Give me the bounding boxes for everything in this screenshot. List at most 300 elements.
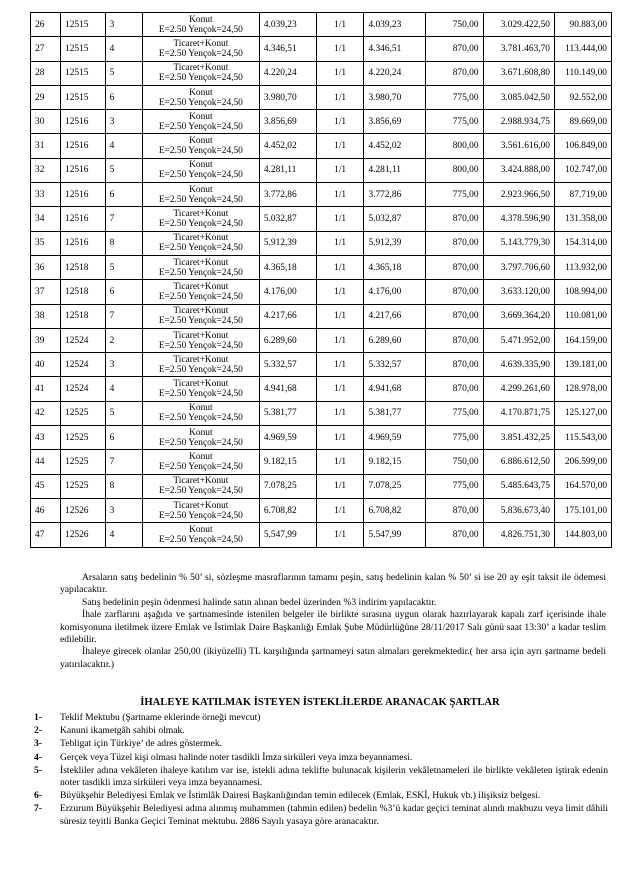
sale-area-cell: 5.912,39 [364, 231, 425, 255]
share-cell: 1/1 [316, 37, 364, 61]
unit-price-cell: 775,00 [425, 85, 483, 109]
share-cell: 1/1 [316, 207, 364, 231]
area-cell: 5.912,39 [259, 231, 316, 255]
parcel-number-cell: 7 [105, 450, 142, 474]
row-number-cell: 40 [31, 353, 61, 377]
requirement-number: 5- [34, 764, 42, 776]
share-cell: 1/1 [316, 474, 364, 498]
requirement-number: 1- [34, 712, 42, 723]
zoning-type: Ticaret+Konut [173, 63, 229, 74]
table-row [31, 37, 612, 61]
zoning-type: Ticaret+Konut [173, 209, 229, 220]
area-cell: 4.346,51 [259, 37, 316, 61]
share-cell: 1/1 [316, 231, 364, 255]
parcel-number-cell: 5 [105, 401, 142, 425]
estimated-value-cell: 3.085.042,50 [483, 85, 554, 109]
sale-area-cell: 5.332,57 [364, 353, 425, 377]
block-number-cell: 12525 [61, 450, 106, 474]
table-row [31, 231, 612, 255]
area-cell: 4.220,24 [259, 61, 316, 85]
unit-price-cell: 800,00 [425, 134, 483, 158]
guarantee-cell: 175.101,00 [554, 498, 611, 522]
row-number-cell: 36 [31, 255, 61, 279]
block-number-cell: 12518 [61, 304, 106, 328]
parcel-number-cell: 5 [105, 158, 142, 182]
zoning-coefficients: E=2.50 Yençok=24,50 [158, 364, 243, 375]
zoning-coefficients: E=2.50 Yençok=24,50 [158, 534, 243, 545]
guarantee-cell: 110.149,00 [554, 61, 611, 85]
unit-price-cell: 870,00 [425, 255, 483, 279]
zoning-type: Ticaret+Konut [173, 233, 229, 244]
requirement-number: 6- [34, 790, 42, 802]
table-row [31, 523, 612, 547]
zoning-cell [142, 231, 259, 255]
row-number-cell: 32 [31, 158, 61, 182]
block-number-cell: 12516 [61, 183, 106, 207]
table-row [31, 134, 612, 158]
block-number-cell: 12515 [61, 85, 106, 109]
zoning-cell [142, 134, 259, 158]
row-number-cell: 41 [31, 377, 61, 401]
zoning-coefficients: E=2.50 Yençok=24,50 [158, 24, 243, 35]
sale-area-cell: 4.220,24 [364, 61, 425, 85]
block-number-cell: 12526 [61, 498, 106, 522]
unit-price-cell: 870,00 [425, 523, 483, 547]
area-cell: 4.452,02 [259, 134, 316, 158]
zoning-cell [142, 13, 259, 37]
guarantee-cell: 128.978,00 [554, 377, 611, 401]
zoning-coefficients: E=2.50 Yençok=24,50 [158, 97, 243, 108]
block-number-cell: 12515 [61, 13, 106, 37]
parcel-number-cell: 8 [105, 474, 142, 498]
unit-price-cell: 870,00 [425, 207, 483, 231]
parcel-number-cell: 4 [105, 377, 142, 401]
unit-price-cell: 870,00 [425, 353, 483, 377]
zoning-type: Konut [189, 160, 213, 171]
row-number-cell: 28 [31, 61, 61, 85]
area-cell: 5.381,77 [259, 401, 316, 425]
area-cell: 5.547,99 [259, 523, 316, 547]
guarantee-cell: 206.599,00 [554, 450, 611, 474]
zoning-coefficients: E=2.50 Yençok=24,50 [158, 340, 243, 351]
sale-terms [60, 572, 606, 671]
parcel-number-cell: 7 [105, 304, 142, 328]
zoning-coefficients: E=2.50 Yençok=24,50 [158, 121, 243, 132]
requirement-text: Kanuni ikametgâh sahibi olmak. [60, 725, 185, 737]
requirements-heading: İHALEYE KATILMAK İSTEYEN İSTEKLİLERDE ARANACAK ŞARTLAR [140, 697, 500, 708]
share-cell: 1/1 [316, 401, 364, 425]
row-number-cell: 26 [31, 13, 61, 37]
guarantee-cell: 164.570,00 [554, 474, 611, 498]
sale-area-cell: 4.452,02 [364, 134, 425, 158]
table-row [31, 207, 612, 231]
zoning-coefficients: E=2.50 Yençok=24,50 [158, 413, 243, 424]
zoning-type: Konut [189, 184, 213, 195]
zoning-coefficients: E=2.50 Yençok=24,50 [158, 461, 243, 472]
unit-price-cell: 870,00 [425, 231, 483, 255]
zoning-coefficients: E=2.50 Yençok=24,50 [158, 510, 243, 521]
parcel-number-cell: 7 [105, 207, 142, 231]
unit-price-cell: 870,00 [425, 377, 483, 401]
zoning-type: Ticaret+Konut [173, 306, 229, 317]
zoning-cell [142, 255, 259, 279]
parcel-number-cell: 4 [105, 134, 142, 158]
table-row [31, 13, 612, 37]
share-cell: 1/1 [316, 304, 364, 328]
block-number-cell: 12516 [61, 231, 106, 255]
table-row [31, 353, 612, 377]
guarantee-cell: 113.932,00 [554, 255, 611, 279]
zoning-coefficients: E=2.50 Yençok=24,50 [158, 291, 243, 302]
parcel-number-cell: 3 [105, 110, 142, 134]
estimated-value-cell: 3.851.432,25 [483, 426, 554, 450]
zoning-cell [142, 158, 259, 182]
block-number-cell: 12516 [61, 134, 106, 158]
guarantee-cell: 164.159,00 [554, 328, 611, 352]
zoning-type: Ticaret+Konut [173, 500, 229, 511]
sale-area-cell: 3.980,70 [364, 85, 425, 109]
requirement-text: İstekliler adına vekâleten ihaleye katılım var ise, istekli adına teklifte bulunacak kişilerin vekâletnameleri ile birlikte vekâleten iştirak edenin noter tasdikli imza sirküleri veya imza beyannamesi. [60, 764, 608, 789]
guarantee-cell: 108.994,00 [554, 280, 611, 304]
estimated-value-cell: 5.143.779,30 [483, 231, 554, 255]
area-cell: 4.365,18 [259, 255, 316, 279]
estimated-value-cell: 5.471.952,00 [483, 328, 554, 352]
estimated-value-cell: 3.781.463,70 [483, 37, 554, 61]
requirement-item [34, 738, 608, 750]
estimated-value-cell: 4.826.751,30 [483, 523, 554, 547]
zoning-coefficients: E=2.50 Yençok=24,50 [158, 389, 243, 400]
sale-area-cell: 4.176,00 [364, 280, 425, 304]
zoning-coefficients: E=2.50 Yençok=24,50 [158, 170, 243, 181]
table-row [31, 426, 612, 450]
zoning-type: Konut [189, 14, 213, 25]
share-cell: 1/1 [316, 498, 364, 522]
requirement-number: 4- [34, 751, 42, 763]
sale-area-cell: 4.217,66 [364, 304, 425, 328]
row-number-cell: 43 [31, 426, 61, 450]
estimated-value-cell: 3.561.616,00 [483, 134, 554, 158]
row-number-cell: 46 [31, 498, 61, 522]
requirement-item [34, 765, 608, 789]
requirement-text: Teklif Mektubu (Şartname eklerinde örneği mevcut) [60, 712, 261, 723]
estimated-value-cell: 4.170.871,75 [483, 401, 554, 425]
guarantee-cell: 110.081,00 [554, 304, 611, 328]
guarantee-cell: 139.181,00 [554, 353, 611, 377]
parcel-number-cell: 3 [105, 498, 142, 522]
parcel-number-cell: 4 [105, 523, 142, 547]
zoning-cell [142, 498, 259, 522]
sale-area-cell: 4.346,51 [364, 37, 425, 61]
zoning-cell [142, 280, 259, 304]
zoning-type: Konut [189, 403, 213, 414]
zoning-type: Konut [189, 136, 213, 147]
zoning-coefficients: E=2.50 Yençok=24,50 [158, 219, 243, 230]
table-row [31, 304, 612, 328]
zoning-cell [142, 37, 259, 61]
estimated-value-cell: 3.797.706,60 [483, 255, 554, 279]
sale-area-cell: 5.032,87 [364, 207, 425, 231]
zoning-coefficients: E=2.50 Yençok=24,50 [158, 437, 243, 448]
estimated-value-cell: 6.886.612,50 [483, 450, 554, 474]
submission-paragraph: İhale zarflarını aşağıda ve şartnamesinde istenilen belgeler ile birlikte sırasına uygun olarak hazırlayarak kapalı zarf içerisinde ihale komisyonuna iletilmek üzere Emlak ve İstimlak Daire Başkanlığı Emlak Şube Müdürlüğüne 28/11/2017 Salı günü saat 13:30’ a kadar teslim edilebilir. [60, 609, 606, 646]
area-cell: 4.217,66 [259, 304, 316, 328]
guarantee-cell: 115.543,00 [554, 426, 611, 450]
zoning-coefficients: E=2.50 Yençok=24,50 [158, 73, 243, 84]
area-cell: 4.941,68 [259, 377, 316, 401]
sale-area-cell: 4.941,68 [364, 377, 425, 401]
table-row [31, 377, 612, 401]
parcel-table-body [31, 13, 612, 548]
unit-price-cell: 870,00 [425, 304, 483, 328]
sale-area-cell: 4.365,18 [364, 255, 425, 279]
requirement-number: 3- [34, 738, 42, 750]
zoning-cell [142, 353, 259, 377]
zoning-cell [142, 183, 259, 207]
table-row [31, 498, 612, 522]
sale-area-cell: 4.281,11 [364, 158, 425, 182]
zoning-coefficients: E=2.50 Yençok=24,50 [158, 243, 243, 254]
requirement-item [34, 790, 608, 802]
zoning-cell [142, 426, 259, 450]
requirement-item [34, 752, 608, 764]
zoning-coefficients: E=2.50 Yençok=24,50 [158, 146, 243, 157]
requirement-text: Büyükşehir Belediyesi Emlak ve İstimlâk Dairesi Başkanlığından temin edilecek (Emlak, ESKİ, Hukuk vb.) ilişiksiz belgesi. [60, 790, 541, 802]
sale-area-cell: 3.856,69 [364, 110, 425, 134]
unit-price-cell: 775,00 [425, 110, 483, 134]
estimated-value-cell: 5.836.673,40 [483, 498, 554, 522]
table-row [31, 450, 612, 474]
area-cell: 3.980,70 [259, 85, 316, 109]
zoning-coefficients: E=2.50 Yençok=24,50 [158, 486, 243, 497]
block-number-cell: 12524 [61, 328, 106, 352]
block-number-cell: 12518 [61, 255, 106, 279]
requirements-list [34, 712, 608, 829]
guarantee-cell: 102.747,00 [554, 158, 611, 182]
area-cell: 6.708,82 [259, 498, 316, 522]
share-cell: 1/1 [316, 377, 364, 401]
zoning-type: Ticaret+Konut [173, 379, 229, 390]
share-cell: 1/1 [316, 426, 364, 450]
row-number-cell: 37 [31, 280, 61, 304]
estimated-value-cell: 4.299.261,60 [483, 377, 554, 401]
row-number-cell: 44 [31, 450, 61, 474]
sale-area-cell: 5.547,99 [364, 523, 425, 547]
row-number-cell: 39 [31, 328, 61, 352]
requirement-number: 7- [34, 803, 42, 815]
sale-area-cell: 6.708,82 [364, 498, 425, 522]
zoning-cell [142, 523, 259, 547]
block-number-cell: 12516 [61, 158, 106, 182]
block-number-cell: 12525 [61, 474, 106, 498]
block-number-cell: 12518 [61, 280, 106, 304]
share-cell: 1/1 [316, 450, 364, 474]
zoning-type: Ticaret+Konut [173, 281, 229, 292]
zoning-coefficients: E=2.50 Yençok=24,50 [158, 316, 243, 327]
unit-price-cell: 870,00 [425, 328, 483, 352]
zoning-coefficients: E=2.50 Yençok=24,50 [158, 48, 243, 59]
unit-price-cell: 775,00 [425, 183, 483, 207]
row-number-cell: 42 [31, 401, 61, 425]
sale-area-cell: 4.039,23 [364, 13, 425, 37]
zoning-type: Konut [189, 451, 213, 462]
requirement-item [34, 803, 608, 827]
zoning-cell [142, 450, 259, 474]
area-cell: 4.176,00 [259, 280, 316, 304]
block-number-cell: 12525 [61, 426, 106, 450]
unit-price-cell: 750,00 [425, 450, 483, 474]
estimated-value-cell: 3.633.120,00 [483, 280, 554, 304]
requirement-number: 2- [34, 725, 42, 737]
payment-terms-paragraph: Arsaların satış bedelinin % 50’ si, sözleşme masraflarının tamamı peşin, satış bedelinin kalan % 50’ si ise 20 ay eşit taksit ile ödemesi yapılacaktır. [60, 572, 606, 596]
table-row [31, 280, 612, 304]
area-cell: 6.289,60 [259, 328, 316, 352]
unit-price-cell: 870,00 [425, 37, 483, 61]
share-cell: 1/1 [316, 328, 364, 352]
row-number-cell: 45 [31, 474, 61, 498]
row-number-cell: 33 [31, 183, 61, 207]
zoning-cell [142, 207, 259, 231]
estimated-value-cell: 3.029.422,50 [483, 13, 554, 37]
zoning-coefficients: E=2.50 Yençok=24,50 [158, 267, 243, 278]
parcel-number-cell: 6 [105, 85, 142, 109]
parcel-number-cell: 6 [105, 183, 142, 207]
guarantee-cell: 125.127,00 [554, 401, 611, 425]
guarantee-cell: 113.444,00 [554, 37, 611, 61]
row-number-cell: 30 [31, 110, 61, 134]
sale-area-cell: 5.381,77 [364, 401, 425, 425]
row-number-cell: 27 [31, 37, 61, 61]
share-cell: 1/1 [316, 255, 364, 279]
block-number-cell: 12516 [61, 110, 106, 134]
row-number-cell: 29 [31, 85, 61, 109]
row-number-cell: 47 [31, 523, 61, 547]
estimated-value-cell: 3.424.888,00 [483, 158, 554, 182]
table-row [31, 158, 612, 182]
parcel-number-cell: 5 [105, 255, 142, 279]
area-cell: 9.182,15 [259, 450, 316, 474]
row-number-cell: 31 [31, 134, 61, 158]
area-cell: 3.772,86 [259, 183, 316, 207]
estimated-value-cell: 2.988.934,75 [483, 110, 554, 134]
zoning-type: Konut [189, 111, 213, 122]
zoning-cell [142, 328, 259, 352]
sale-area-cell: 9.182,15 [364, 450, 425, 474]
area-cell: 5.032,87 [259, 207, 316, 231]
share-cell: 1/1 [316, 353, 364, 377]
share-cell: 1/1 [316, 158, 364, 182]
table-row [31, 85, 612, 109]
zoning-cell [142, 401, 259, 425]
share-cell: 1/1 [316, 134, 364, 158]
area-cell: 4.969,59 [259, 426, 316, 450]
unit-price-cell: 775,00 [425, 401, 483, 425]
share-cell: 1/1 [316, 183, 364, 207]
parcel-number-cell: 6 [105, 280, 142, 304]
table-row [31, 61, 612, 85]
block-number-cell: 12524 [61, 353, 106, 377]
block-number-cell: 12524 [61, 377, 106, 401]
estimated-value-cell: 3.669.364,20 [483, 304, 554, 328]
parcel-number-cell: 3 [105, 353, 142, 377]
requirement-text: Tebligat için Türkiye’ de adres göstermek. [60, 738, 223, 750]
share-cell: 1/1 [316, 280, 364, 304]
zoning-cell [142, 61, 259, 85]
zoning-type: Ticaret+Konut [173, 257, 229, 268]
share-cell: 1/1 [316, 61, 364, 85]
share-cell: 1/1 [316, 13, 364, 37]
parcel-number-cell: 8 [105, 231, 142, 255]
guarantee-cell: 90.883,00 [554, 13, 611, 37]
zoning-cell [142, 85, 259, 109]
guarantee-cell: 87.719,00 [554, 183, 611, 207]
guarantee-cell: 92.552,00 [554, 85, 611, 109]
guarantee-cell: 106.849,00 [554, 134, 611, 158]
parcel-number-cell: 3 [105, 13, 142, 37]
zoning-type: Konut [189, 427, 213, 438]
row-number-cell: 34 [31, 207, 61, 231]
zoning-cell [142, 304, 259, 328]
zoning-cell [142, 474, 259, 498]
parcel-number-cell: 5 [105, 61, 142, 85]
parcel-table [30, 12, 612, 548]
area-cell: 5.332,57 [259, 353, 316, 377]
unit-price-cell: 870,00 [425, 61, 483, 85]
guarantee-cell: 144.803,00 [554, 523, 611, 547]
area-cell: 4.281,11 [259, 158, 316, 182]
parcel-number-cell: 6 [105, 426, 142, 450]
sale-area-cell: 3.772,86 [364, 183, 425, 207]
unit-price-cell: 775,00 [425, 426, 483, 450]
zoning-type: Konut [189, 524, 213, 535]
table-row [31, 255, 612, 279]
block-number-cell: 12525 [61, 401, 106, 425]
sale-area-cell: 7.078,25 [364, 474, 425, 498]
zoning-cell [142, 110, 259, 134]
share-cell: 1/1 [316, 110, 364, 134]
row-number-cell: 38 [31, 304, 61, 328]
block-number-cell: 12526 [61, 523, 106, 547]
share-cell: 1/1 [316, 85, 364, 109]
zoning-coefficients: E=2.50 Yençok=24,50 [158, 194, 243, 205]
table-row [31, 474, 612, 498]
zoning-type: Ticaret+Konut [173, 330, 229, 341]
row-number-cell: 35 [31, 231, 61, 255]
specification-fee-paragraph: İhaleye girecek olanlar 250,00 (ikiyüzelli) TL karşılığında şartnameyi satın almaları gerekmektedir.( her arsa için ayrı şartname bedeli yatırılacaktır.) [60, 646, 606, 670]
area-cell: 7.078,25 [259, 474, 316, 498]
zoning-type: Ticaret+Konut [173, 38, 229, 49]
parcel-number-cell: 4 [105, 37, 142, 61]
zoning-type: Ticaret+Konut [173, 476, 229, 487]
zoning-cell [142, 377, 259, 401]
block-number-cell: 12515 [61, 37, 106, 61]
estimated-value-cell: 4.639.335,90 [483, 353, 554, 377]
unit-price-cell: 775,00 [425, 474, 483, 498]
table-row [31, 401, 612, 425]
estimated-value-cell: 3.671.608,80 [483, 61, 554, 85]
guarantee-cell: 89.669,00 [554, 110, 611, 134]
estimated-value-cell: 4.378.596,90 [483, 207, 554, 231]
guarantee-cell: 154.314,00 [554, 231, 611, 255]
zoning-type: Ticaret+Konut [173, 354, 229, 365]
requirement-item [34, 712, 608, 724]
area-cell: 3.856,69 [259, 110, 316, 134]
table-row [31, 183, 612, 207]
discount-paragraph: Satış bedelinin peşin ödenmesi halinde satın alınan bedel üzerinden %3 indirim yapılacaktır. [82, 596, 437, 608]
table-row [31, 328, 612, 352]
area-cell: 4.039,23 [259, 13, 316, 37]
parcel-number-cell: 2 [105, 328, 142, 352]
requirement-item [34, 725, 608, 737]
